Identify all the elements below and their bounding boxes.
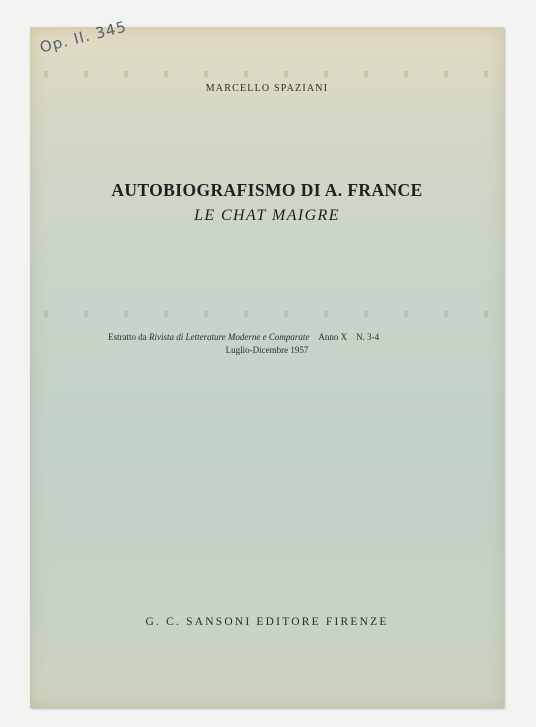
handwritten-shelfmark: Op. II. 345 (38, 17, 129, 57)
publication-date: Luglio-Dicembre 1957 (225, 345, 309, 355)
document-subtitle: LE CHAT MAIGRE (194, 207, 340, 224)
foxing-stain (30, 311, 504, 317)
author-name: MARCELLO SPAZIANI (205, 83, 329, 94)
extract-line (108, 332, 379, 342)
journal-name: Rivista di Letterature Moderne e Comparate (149, 332, 310, 342)
document-title: AUTOBIOGRAFISMO DI A. FRANCE (111, 180, 423, 200)
extract-prefix: Estratto da (108, 332, 147, 342)
publisher-line: G. C. SANSONI EDITORE FIRENZE (145, 616, 389, 628)
booklet-cover (30, 17, 504, 708)
issue-number: N. 3-4 (356, 332, 380, 342)
foxing-stain (30, 71, 504, 77)
volume-label: Anno X (318, 332, 348, 342)
